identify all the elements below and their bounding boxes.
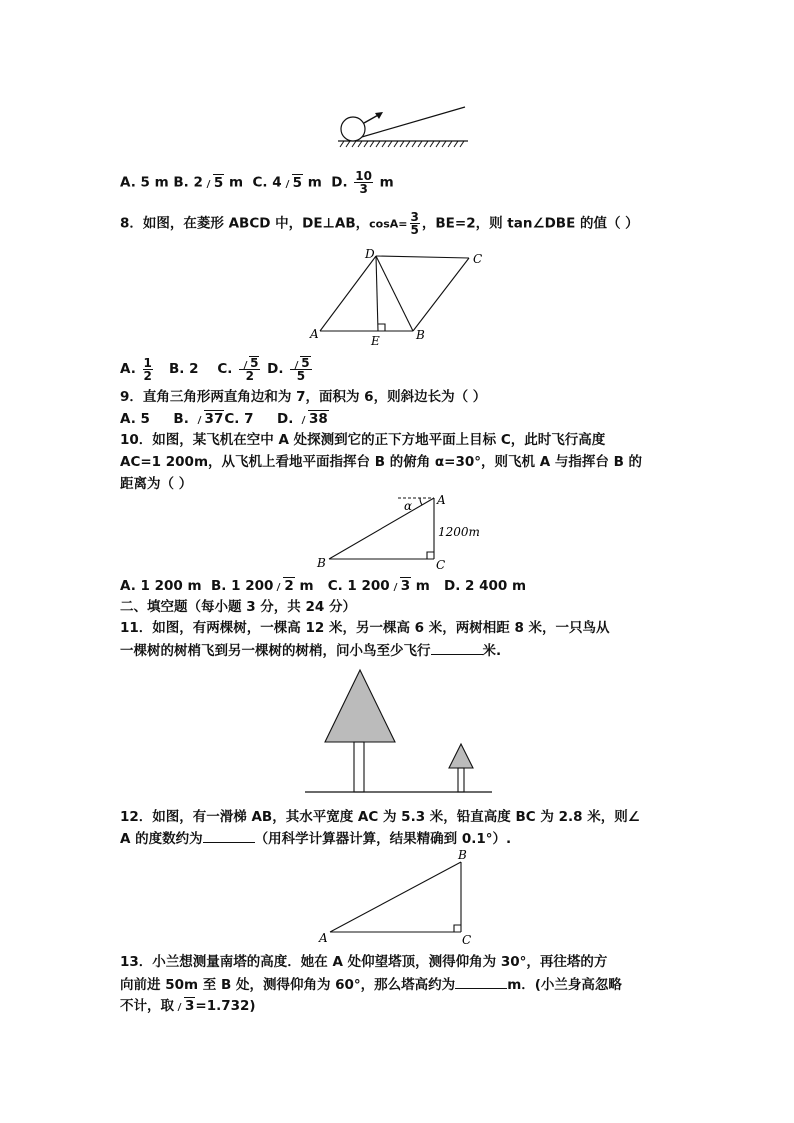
q8-question: 8．如图，在菱形 ABCD 中，DE⊥AB，cosA= $\frac{3}{5}$ ，BE=2，则 tan∠DBE 的值（ ） xyxy=(120,210,639,237)
q10-options: A. 1 200 m B. 1 200 2 m C. 1 200 3 m D. 2 400 m xyxy=(120,578,527,594)
label-b: B xyxy=(317,556,326,570)
q11-answer-blank[interactable] xyxy=(431,642,483,655)
q10-line-1: 10．如图，某飞机在空中 A 处探测到它的正下方地平面上目标 C，此时飞行高度 xyxy=(120,432,606,448)
q8-options: A. $\frac{1}{2}$ B. 2 C. $\frac{5}{2}$ D. $\frac{5}{5}$ xyxy=(120,355,310,383)
label-a: A xyxy=(437,493,446,507)
sqrt-symbol: 5 xyxy=(204,175,224,191)
slide-triangle-figure xyxy=(312,848,482,948)
q7-option-a: A. 5 m xyxy=(120,174,169,191)
q10-line-2: AC=1 200m，从飞机上看地平面指挥台 B 的俯角 α=30°，则飞机 A 与指挥台 B 的 xyxy=(120,454,643,470)
label-d: D xyxy=(365,247,375,261)
q9-options: A. 5 B. 37C. 7 D. 38 xyxy=(120,411,328,427)
q12-line-2: A 的度数约为 （用科学计算器计算，结果精确到 0.1°）. xyxy=(120,831,512,847)
q7-options: A. 5 m B. 2 5 m C. 4 5 m D. $\frac{10}{3}$ m xyxy=(120,169,394,196)
q13-line-1: 13．小兰想测量南塔的高度．她在 A 处仰望塔顶，测得仰角为 30°，再往塔的方 xyxy=(120,954,608,970)
q7-option-d-fraction: $\frac{10}{3}$ xyxy=(355,169,372,196)
incline-ball-figure xyxy=(330,100,480,152)
label-b: B xyxy=(458,848,467,862)
two-trees-figure xyxy=(300,662,500,802)
label-height: 1200m xyxy=(438,525,480,539)
q7-option-c: C. 4 xyxy=(252,174,282,191)
q10-line-3: 距离为（ ） xyxy=(120,476,193,492)
q11-line-1: 11．如图，有两棵树，一棵高 12 米，另一棵高 6 米，两树相距 8 米，一只鸟从 xyxy=(120,620,610,636)
sqrt-symbol: 5 xyxy=(283,175,303,191)
q13-line-3: 不计，取 3=1.732) xyxy=(120,998,256,1014)
q7-option-b: B. 2 xyxy=(173,174,203,191)
label-e: E xyxy=(371,334,380,346)
label-a: A xyxy=(319,931,328,945)
q7-option-d: D. xyxy=(331,174,348,191)
label-b: B xyxy=(416,328,425,342)
q9-question: 9．直角三角形两直角边和为 7，面积为 6，则斜边长为（ ） xyxy=(120,389,487,405)
label-a: A xyxy=(310,327,319,341)
q13-line-2: 向前进 50m 至 B 处，测得仰角为 60°，那么塔高约为 m．(小兰身高忽略 xyxy=(120,977,622,993)
airplane-angle-figure xyxy=(312,491,487,571)
label-c: C xyxy=(436,558,446,571)
q11-line-2: 一棵树的树梢飞到另一棵树的树梢，问小鸟至少飞行 米. xyxy=(120,643,502,659)
label-c: C xyxy=(473,252,483,266)
label-c: C xyxy=(462,933,472,947)
q12-answer-blank[interactable] xyxy=(203,830,255,843)
q12-line-1: 12．如图，有一滑梯 AB，其水平宽度 AC 为 5.3 米，铅直高度 BC 为 2.8 米，则∠ xyxy=(120,809,640,825)
label-alpha: α xyxy=(404,499,413,513)
q13-answer-blank[interactable] xyxy=(455,976,507,989)
rhombus-figure xyxy=(305,246,495,346)
section-2-title: 二、填空题（每小题 3 分，共 24 分） xyxy=(120,599,356,615)
